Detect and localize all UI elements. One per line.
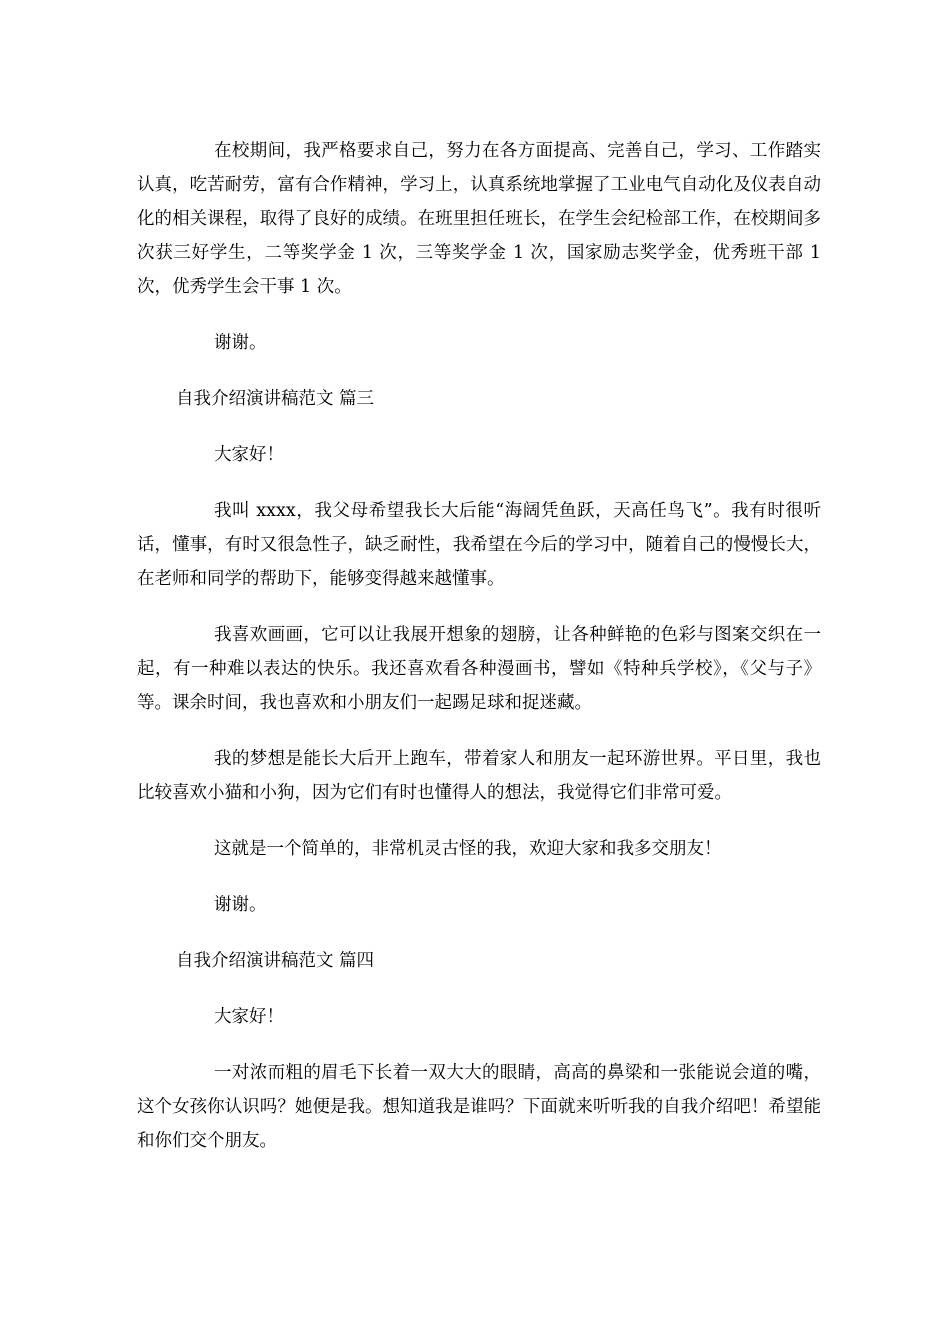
paragraph-appearance-intro: 一对浓而粗的眉毛下长着一双大大的眼睛，高高的鼻梁和一张能说会道的嘴，这个女孩你认识吗？她便是我。想知道我是谁吗？下面就来听听我的自我介绍吧！希望能和你们交个朋友。 [137,1063,821,1151]
paragraph-school-achievements: 在校期间，我严格要求自己，努力在各方面提高、完善自己，学习、工作踏实认真，吃苦耐劳，富有合作精神，学习上，认真系统地掌握了工业电气自动化及仪表自动化的相关课程，取得了良好的成绩。在班里担任班长，在学生会纪检部工作，在校期间多次获三好学生，二等奖学金 1 次，三等奖学金 1 次，国家励志奖学金，优秀班干部 1 次，优秀学生会干事 1 次。 [137,141,821,297]
paragraph-thanks: 谢谢。 [214,895,267,915]
paragraph-greeting: 大家好！ [214,1007,284,1027]
section-heading-part-three: 自我介绍演讲稿范文 篇三 [176,389,375,409]
section-heading-part-four: 自我介绍演讲稿范文 篇四 [176,951,375,971]
document-body [137,134,821,1158]
paragraph-closing: 这就是一个简单的，非常机灵古怪的我，欢迎大家和我多交朋友！ [214,839,722,859]
paragraph-dream: 我的梦想是能长大后开上跑车，带着家人和朋友一起环游世界。平日里，我也比较喜欢小猫和小狗，因为它们有时也懂得人的想法，我觉得它们非常可爱。 [137,749,821,803]
paragraph-thanks: 谢谢。 [214,333,267,353]
paragraph-hobbies: 我喜欢画画，它可以让我展开想象的翅膀，让各种鲜艳的色彩与图案交织在一起，有一种难以表达的快乐。我还喜欢看各种漫画书，譬如《特种兵学校》，《父与子》等。课余时间，我也喜欢和小朋友们一起踢足球和捉迷藏。 [137,625,821,713]
paragraph-greeting: 大家好！ [214,445,284,465]
paragraph-name-intro: 我叫 xxxx，我父母希望我长大后能“海阔凭鱼跃，天高任鸟飞”。我有时很听话，懂事，有时又很急性子，缺乏耐性，我希望在今后的学习中，随着自己的慢慢长大，在老师和同学的帮助下，能够变得越来越懂事。 [137,501,821,589]
